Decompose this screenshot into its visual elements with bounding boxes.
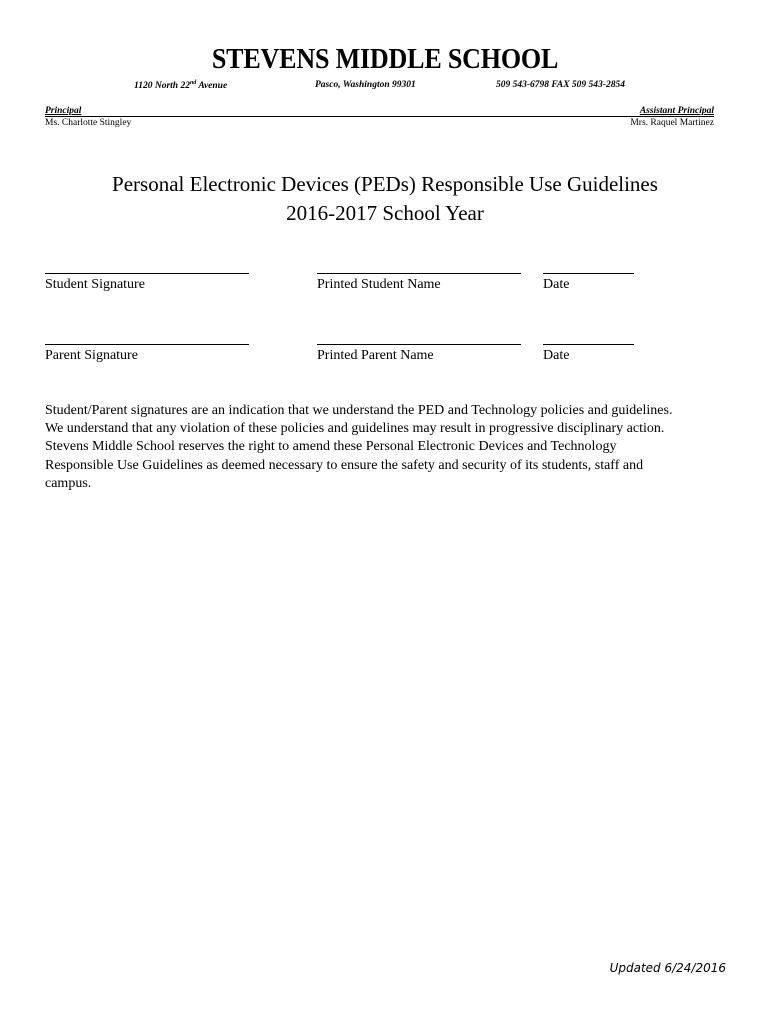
printed-parent-name-line[interactable] [317,344,521,345]
document-subtitle-school-year: 2016-2017 School Year [286,201,484,225]
student-signature-line[interactable] [45,273,249,274]
school-street-address [134,80,227,91]
principal-name: Ms. Charlotte Stingley [45,118,132,128]
parent-signature-label: Parent Signature [45,348,138,363]
principal-title: Principal [45,106,82,116]
school-phone-fax: 509 543-6798 FAX 509 543-2854 [496,80,625,90]
statement-line: Responsible Use Guidelines as deemed necessary to ensure the safety and security of its students, staff and [45,457,644,473]
school-name: STEVENS MIDDLE SCHOOL [211,44,559,75]
printed-student-name-line[interactable] [317,273,521,274]
student-date-line[interactable] [543,273,634,274]
printed-student-name-label: Printed Student Name [317,277,441,292]
assistant-principal-name: Mrs. Raquel Martinez [630,118,714,128]
updated-date: Updated 6/24/2016 [609,961,726,975]
parent-date-line[interactable] [543,344,634,345]
street-address-prefix: 1120 North 22 [134,81,190,92]
school-city-state: Pasco, Washington 99301 [315,80,416,90]
student-date-label: Date [543,277,570,292]
parent-signature-line[interactable] [45,344,249,345]
street-ordinal-suffix: nd [189,80,197,86]
street-address-end: Avenue [196,81,228,92]
student-signature-label: Student Signature [45,277,145,292]
statement-line: campus. [45,475,92,491]
acknowledgement-statement [45,402,735,493]
statement-line: Stevens Middle School reserves the right to amend these Personal Electronic Devices and Technology [45,439,617,455]
printed-parent-name-label: Printed Parent Name [317,348,434,363]
document-title: Personal Electronic Devices (PEDs) Responsible Use Guidelines [112,172,658,196]
parent-date-label: Date [543,348,570,363]
letterhead-divider [45,116,714,117]
statement-line: We understand that any violation of these policies and guidelines may result in progressive disciplinary action. [45,421,665,437]
statement-line: Student/Parent signatures are an indication that we understand the PED and Technology policies and guidelines. [45,403,673,418]
assistant-principal-title: Assistant Principal [639,106,714,116]
